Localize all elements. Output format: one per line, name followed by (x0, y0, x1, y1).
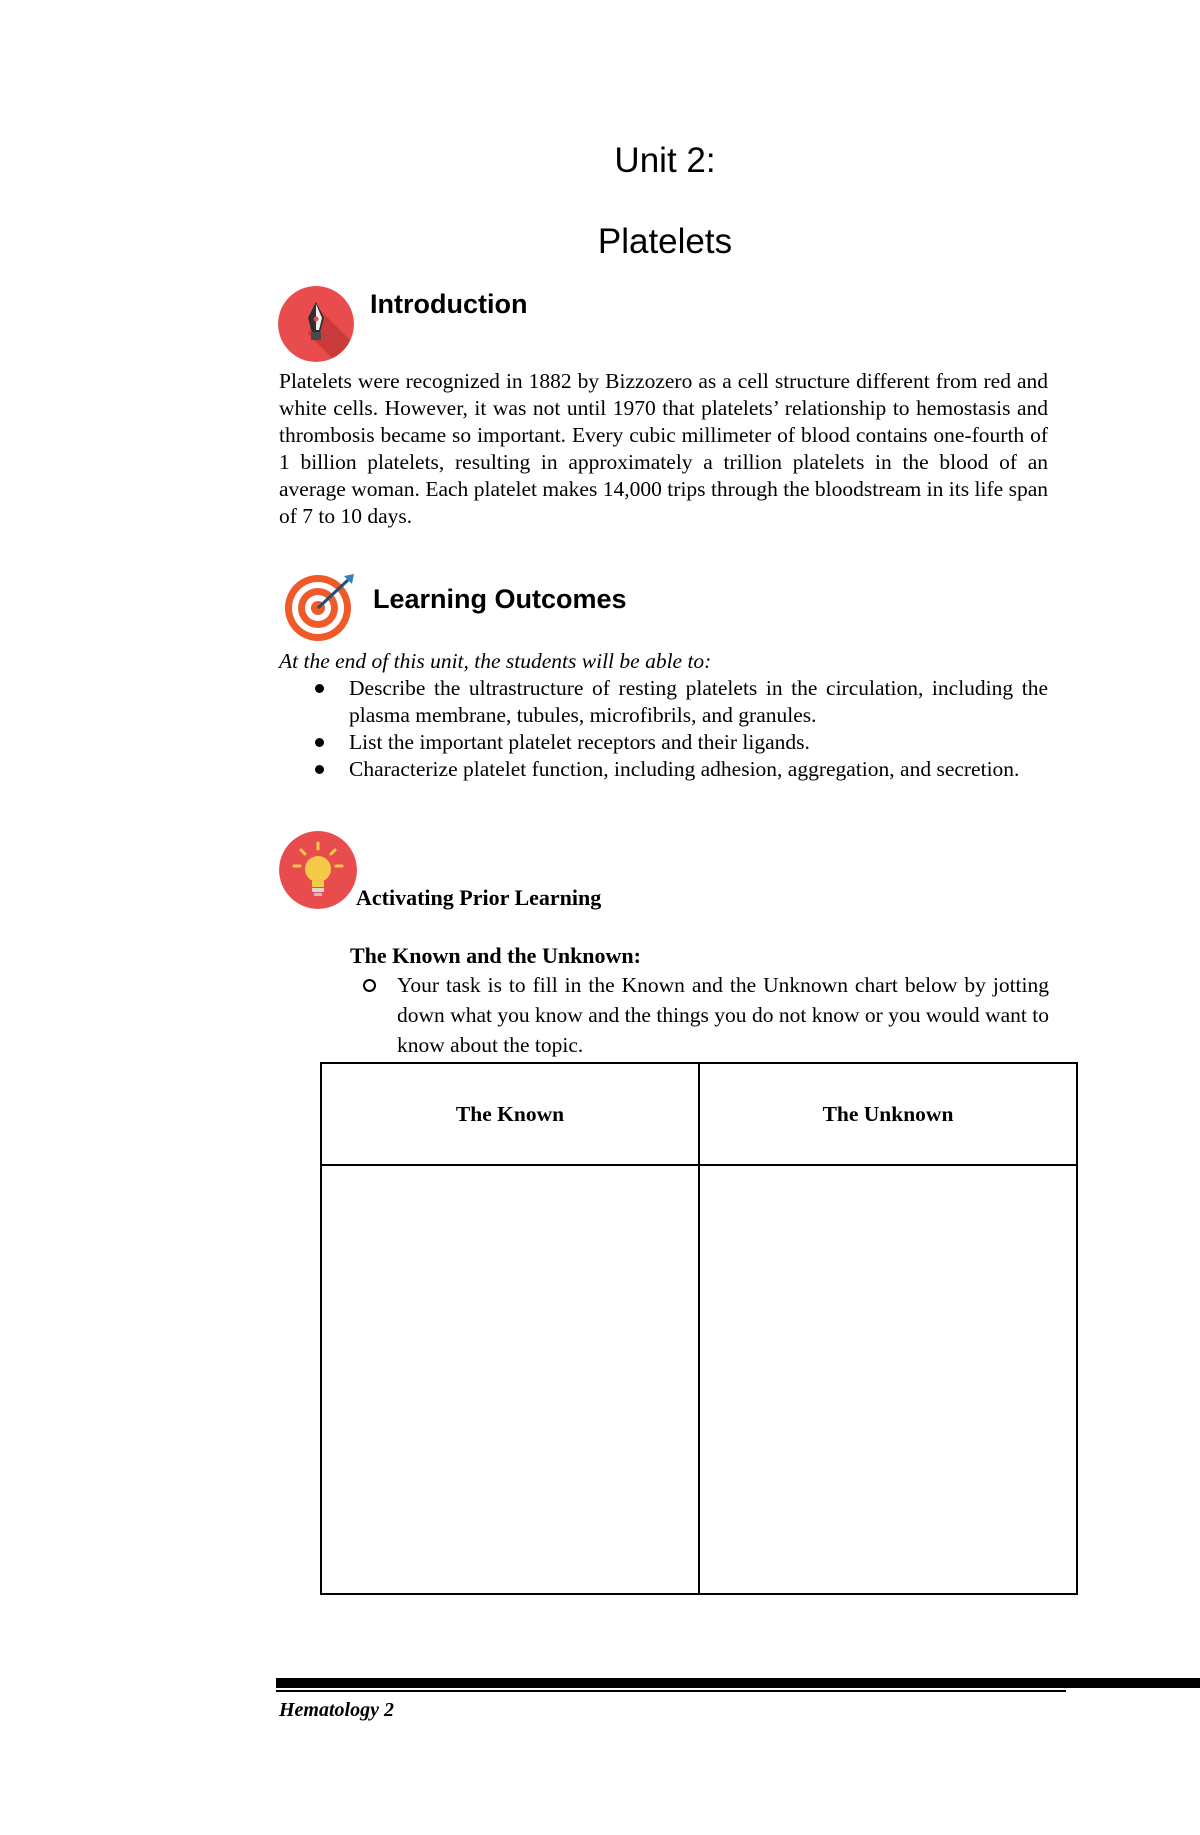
outcome-text: Characterize platelet function, including adhesion, aggregation, and secretion. (349, 757, 1020, 781)
list-item (279, 756, 1048, 783)
instruction-bullet (363, 979, 376, 992)
target-icon (282, 572, 358, 642)
learning-outcomes-lead: At the end of this unit, the students will be able to: (279, 649, 712, 673)
outcome-text: Describe the ultrastructure of resting platelets in the circulation, including the plasma membrane, tubules, microfibrils, and granules. (349, 676, 1048, 727)
outcome-text: List the important platelet receptors and their ligands. (349, 730, 810, 754)
unit-title: Unit 2: (614, 141, 716, 180)
pen-nib-icon (278, 286, 354, 362)
footer-rule (276, 1678, 1200, 1688)
introduction-paragraph: Platelets were recognized in 1882 by Bizzozero as a cell structure different from red and white cells. However, it was not until 1970 that platelets’ relationship to hemostasis and thrombosis became so important. Every cubic millimeter of blood contains one-fourth of 1 billion platelets, resulting in approximately a trillion platelets in the blood of an average woman. Each platelet makes 14,000 trips through the bloodstream in its life span of 7 to 10 days. (279, 369, 1048, 528)
footer-course: Hematology 2 (279, 1699, 394, 1721)
lightbulb-icon (279, 831, 357, 909)
activity-title: The Known and the Unknown: (350, 943, 641, 968)
bullet-icon (315, 765, 324, 774)
known-column-header: The Known (455, 1102, 565, 1126)
learning-outcomes-heading: Learning Outcomes (373, 584, 627, 614)
prior-learning-heading: Activating Prior Learning (356, 885, 602, 910)
footer-rule-thin (276, 1690, 1066, 1692)
bullet-icon (315, 738, 324, 747)
topic-title: Platelets (597, 222, 733, 261)
unknown-column-header: The Unknown (822, 1102, 954, 1126)
list-item (279, 675, 1048, 729)
introduction-heading: Introduction (370, 289, 528, 319)
list-item (279, 729, 1048, 756)
unknown-answer-cell[interactable] (700, 1166, 1076, 1593)
instruction-text: Your task is to fill in the Known and the Unknown chart below by jotting down what you know and the things you do not know or you would want to know about the topic. (397, 973, 1049, 1057)
known-unknown-table (320, 1062, 1078, 1595)
learning-outcomes-list (279, 675, 1048, 783)
bullet-icon (315, 684, 324, 693)
known-answer-cell[interactable] (322, 1166, 698, 1593)
